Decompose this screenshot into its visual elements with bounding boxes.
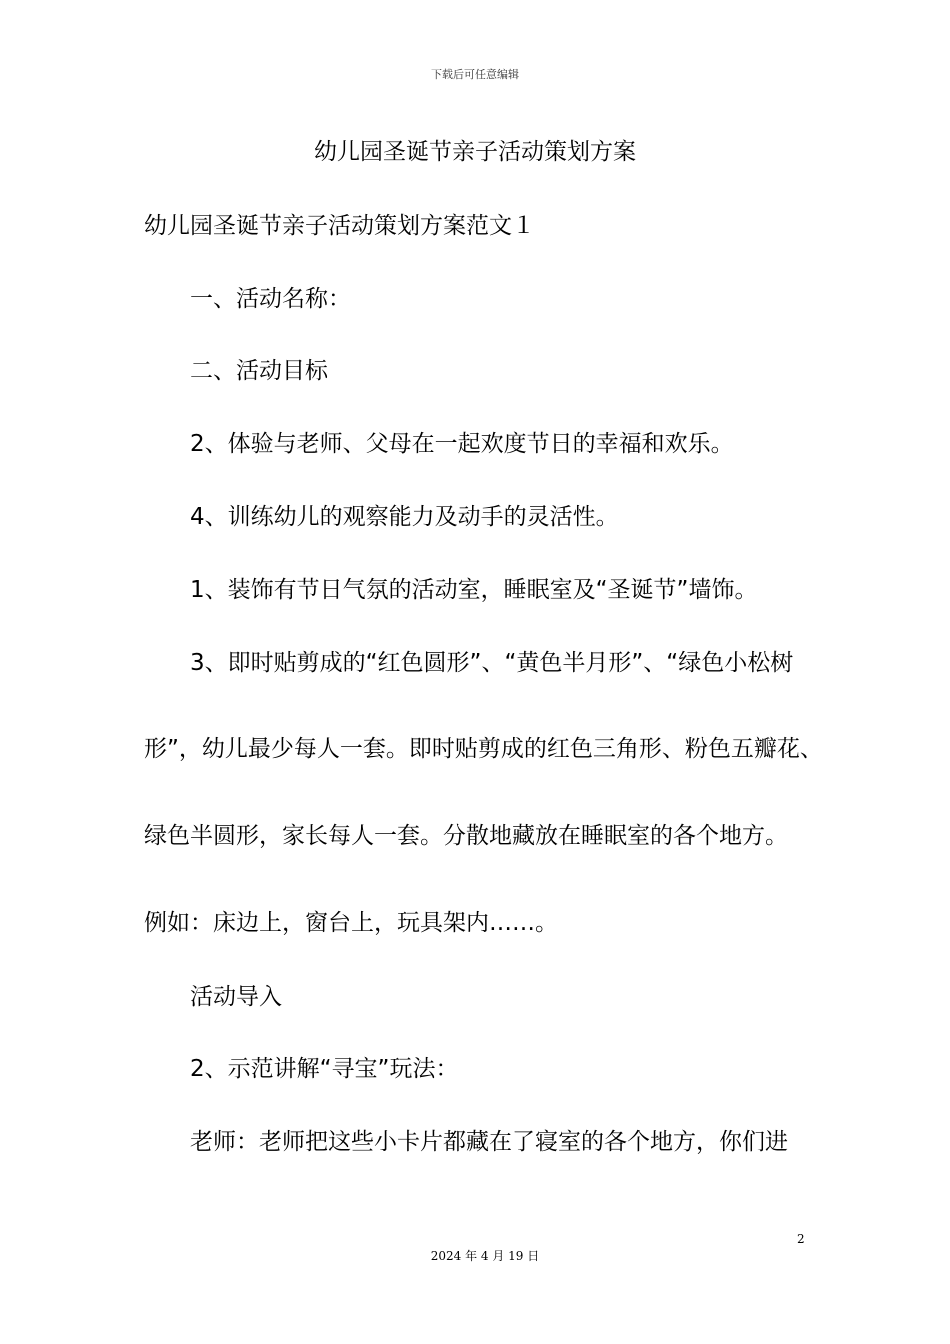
paragraph: 4、训练幼儿的观察能力及动手的灵活性。 — [190, 504, 619, 530]
footer-date: 2024 年 4 月 19 日 — [430, 1249, 540, 1263]
page-number: 2 — [797, 1232, 805, 1246]
paragraph: 老师：老师把这些小卡片都藏在了寝室的各个地方，你们进 — [190, 1129, 788, 1155]
paragraph: 活动导入 — [190, 984, 282, 1010]
paragraph: 绿色半圆形，家长每人一套。分散地藏放在睡眠室的各个地方。 — [144, 823, 788, 849]
paragraph: 二、活动目标 — [190, 358, 328, 384]
section-heading: 幼儿园圣诞节亲子活动策划方案范文１ — [144, 213, 535, 239]
document-title: 幼儿园圣诞节亲子活动策划方案 — [314, 139, 636, 165]
paragraph: 1、装饰有节日气氛的活动室，睡眠室及“圣诞节”墙饰。 — [190, 577, 758, 603]
paragraph: 一、活动名称： — [190, 286, 351, 312]
paragraph: 2、体验与老师、父母在一起欢度节日的幸福和欢乐。 — [190, 431, 734, 457]
paragraph: 3、即时贴剪成的“红色圆形”、“黄色半月形”、“绿色小松树 — [190, 650, 794, 676]
paragraph: 形”，幼儿最少每人一套。即时贴剪成的红色三角形、粉色五瓣花、 — [144, 736, 823, 762]
paragraph: 例如：床边上，窗台上，玩具架内……。 — [144, 910, 558, 936]
paragraph: 2、示范讲解“寻宝”玩法： — [190, 1056, 459, 1082]
header-note: 下载后可任意编辑 — [431, 68, 519, 81]
